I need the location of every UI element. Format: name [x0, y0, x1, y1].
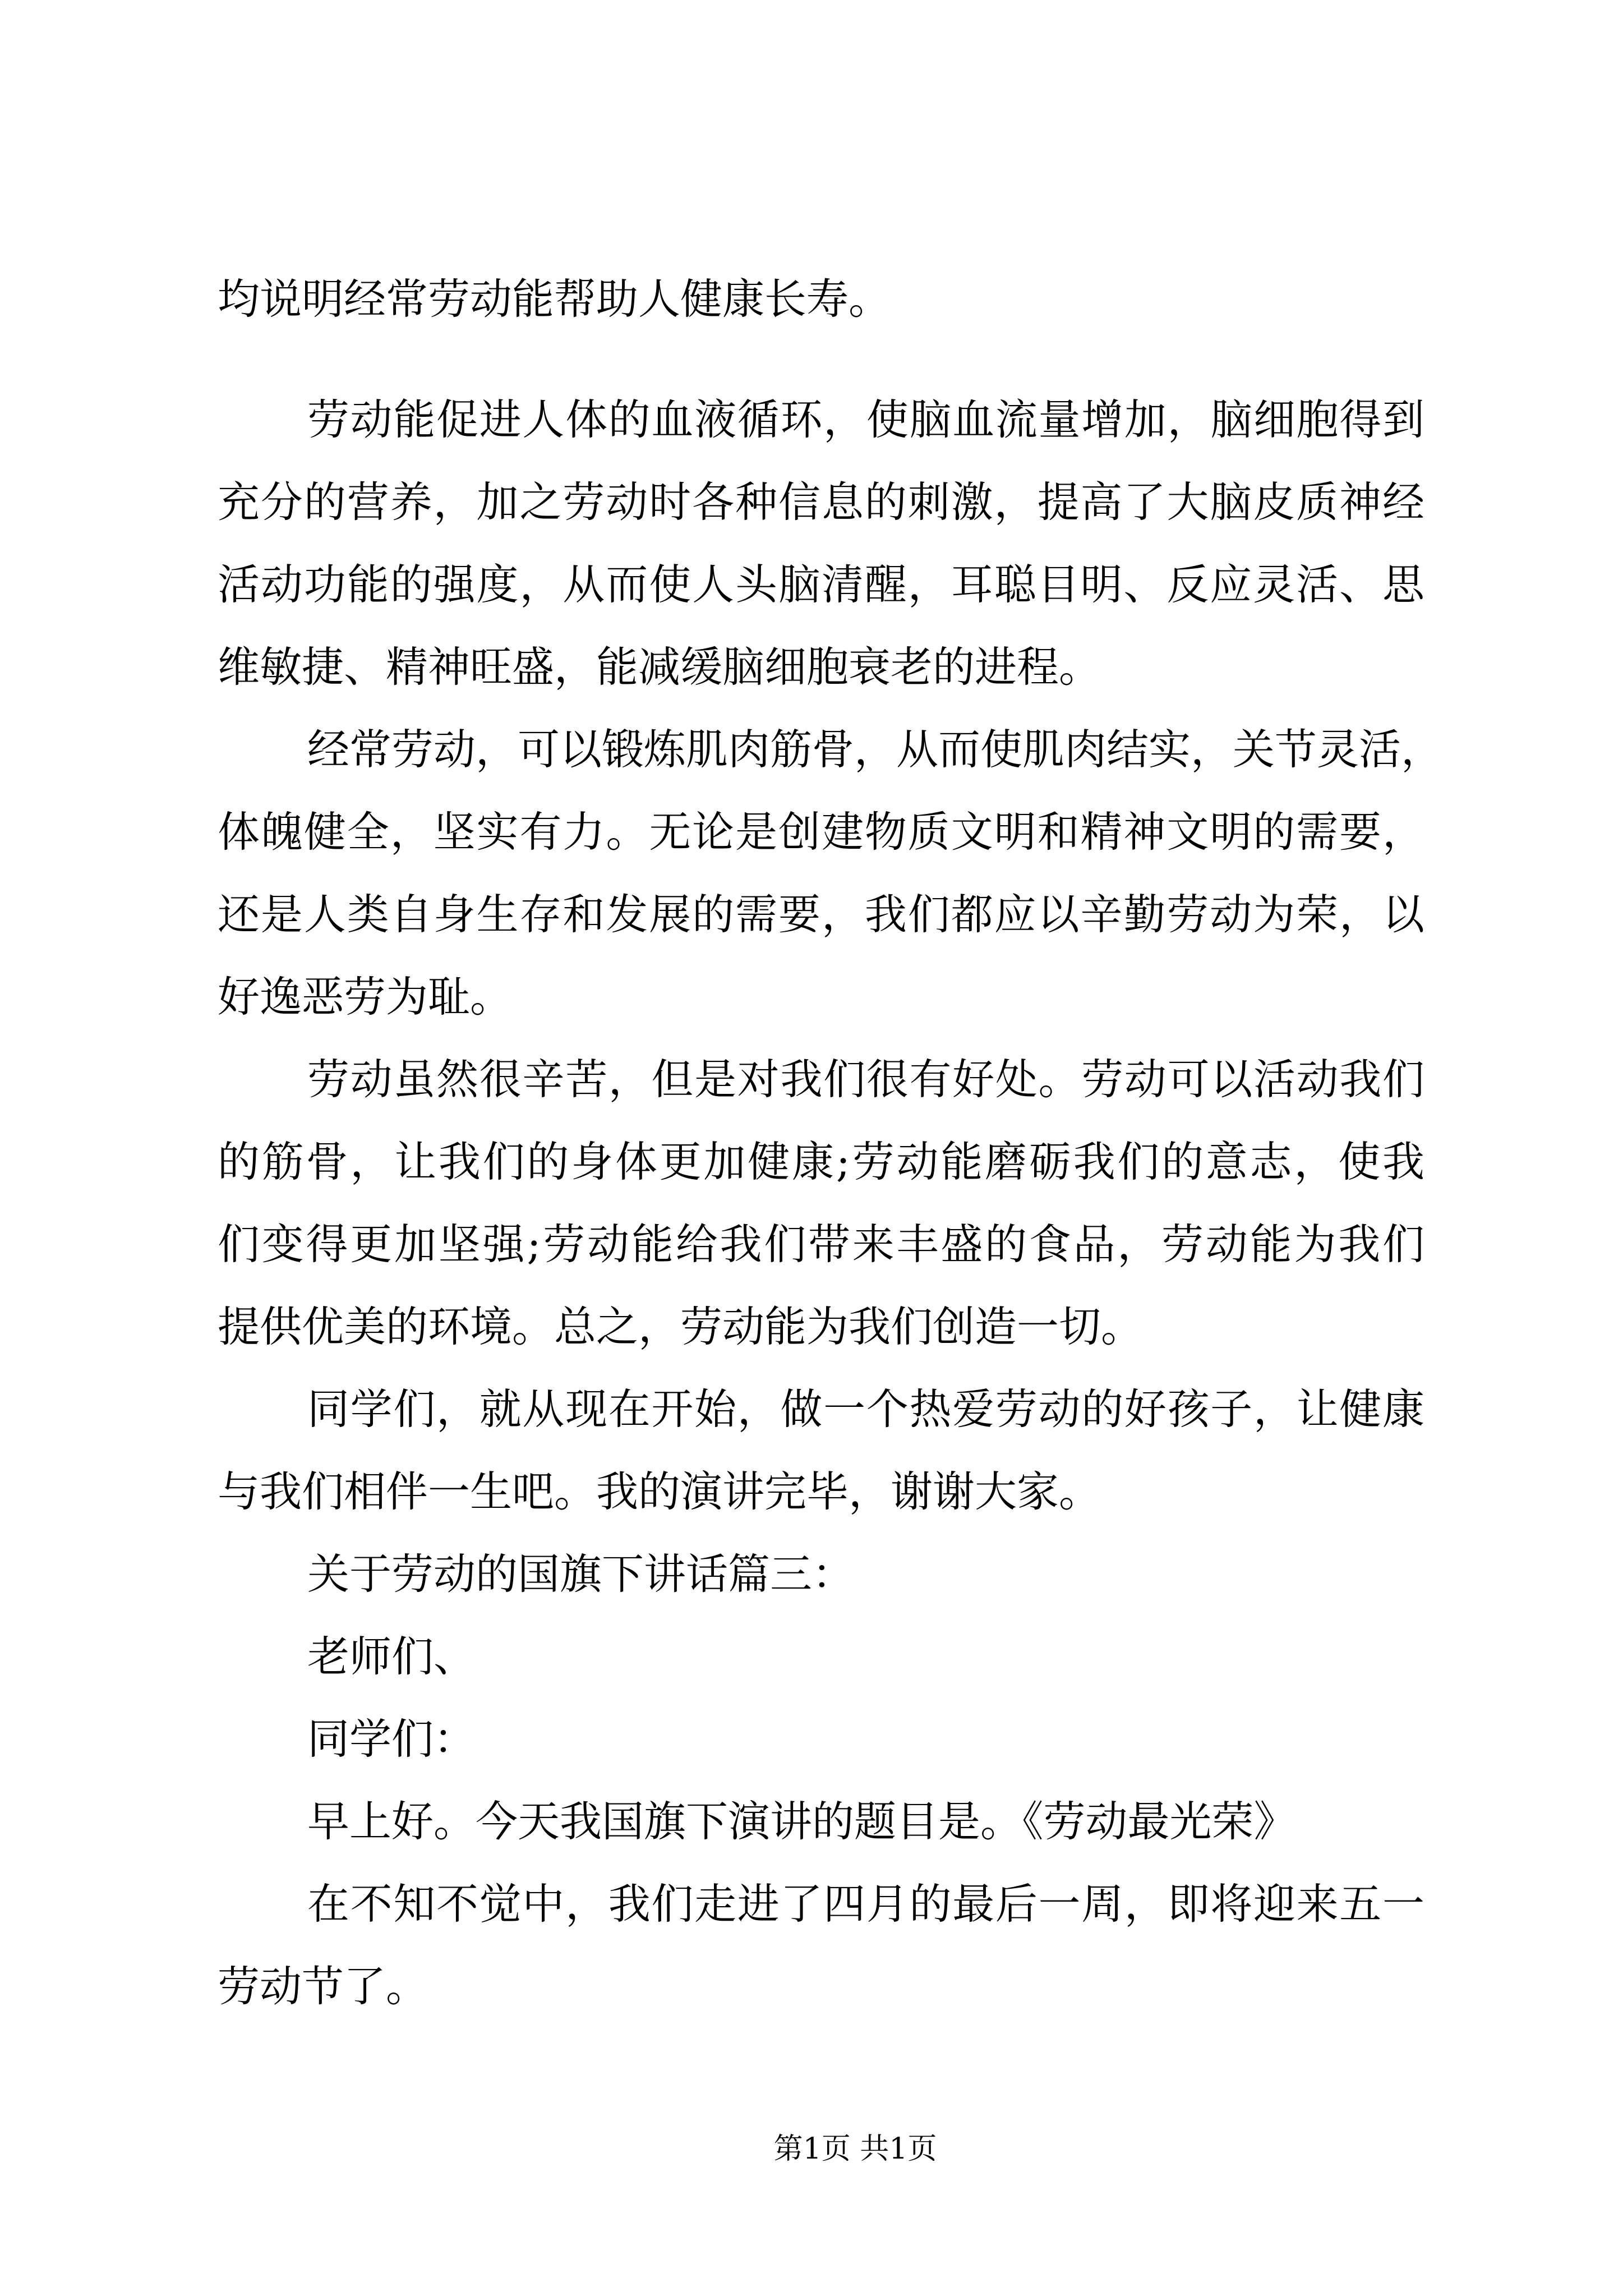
text-line: 体魄健全，坚实有力。无论是创建物质文明和精神文明的需要， [218, 807, 1424, 857]
paragraph [218, 1780, 1424, 1863]
paragraph [218, 708, 1444, 1038]
salutation [218, 1616, 1424, 1698]
text-line: 活动功能的强度，从而使人头脑清醒，耳聪目明、反应灵活、思 [218, 560, 1424, 609]
document-body [218, 258, 1444, 2028]
paragraph-heading [218, 1533, 1424, 1616]
page-number-footer: 第1页 共1页 [773, 2132, 937, 2166]
text-line: 在不知不觉中，我们走进了四月的最后一周，即将迎来五一 [307, 1879, 1424, 1929]
text-line: 好逸恶劳为耻。 [218, 972, 513, 1022]
text-line: 老师们、 [307, 1632, 476, 1681]
text-line: 劳动节了。 [218, 1962, 428, 2011]
text-line: 与我们相伴一生吧。我的演讲完毕，谢谢大家。 [218, 1467, 1101, 1516]
text-line: 的筋骨，让我们的身体更加健康;劳动能磨砺我们的意志，使我 [218, 1137, 1424, 1186]
paragraph [218, 258, 1424, 341]
text-line: 同学们，就从现在开始，做一个热爱劳动的好孩子，让健康 [307, 1384, 1424, 1434]
text-line: 还是人类自身生存和发展的需要，我们都应以辛勤劳动为荣，以 [218, 890, 1424, 939]
text-line: 们变得更加坚强;劳动能给我们带来丰盛的食品，劳动能为我们 [218, 1220, 1424, 1269]
text-line: 维敏捷、精神旺盛，能减缓脑细胞衰老的进程。 [218, 642, 1101, 692]
paragraph [218, 379, 1424, 708]
salutation [218, 1698, 1424, 1780]
text-line: 同学们： [307, 1714, 476, 1764]
paragraph [218, 1368, 1424, 1533]
text-line: 充分的营养，加之劳动时各种信息的刺激，提高了大脑皮质神经 [218, 477, 1424, 527]
paragraph [218, 1863, 1424, 2028]
text-line: 早上好。今天我国旗下演讲的题目是。《劳动最光荣》 [307, 1797, 1296, 1846]
text-line: 均说明经常劳动能帮助人健康长寿。 [218, 274, 891, 324]
text-line: 劳动能促进人体的血液循环，使脑血流量增加，脑细胞得到 [307, 395, 1424, 444]
text-line: 劳动虽然很辛苦，但是对我们很有好处。劳动可以活动我们 [307, 1055, 1424, 1104]
paragraph [218, 1038, 1424, 1368]
text-line: 关于劳动的国旗下讲话篇三： [307, 1549, 855, 1599]
text-line: 提供优美的环境。总之，劳动能为我们创造一切。 [218, 1302, 1144, 1351]
text-line: 经常劳动，可以锻炼肌肉筋骨，从而使肌肉结实，关节灵活， [307, 725, 1444, 774]
